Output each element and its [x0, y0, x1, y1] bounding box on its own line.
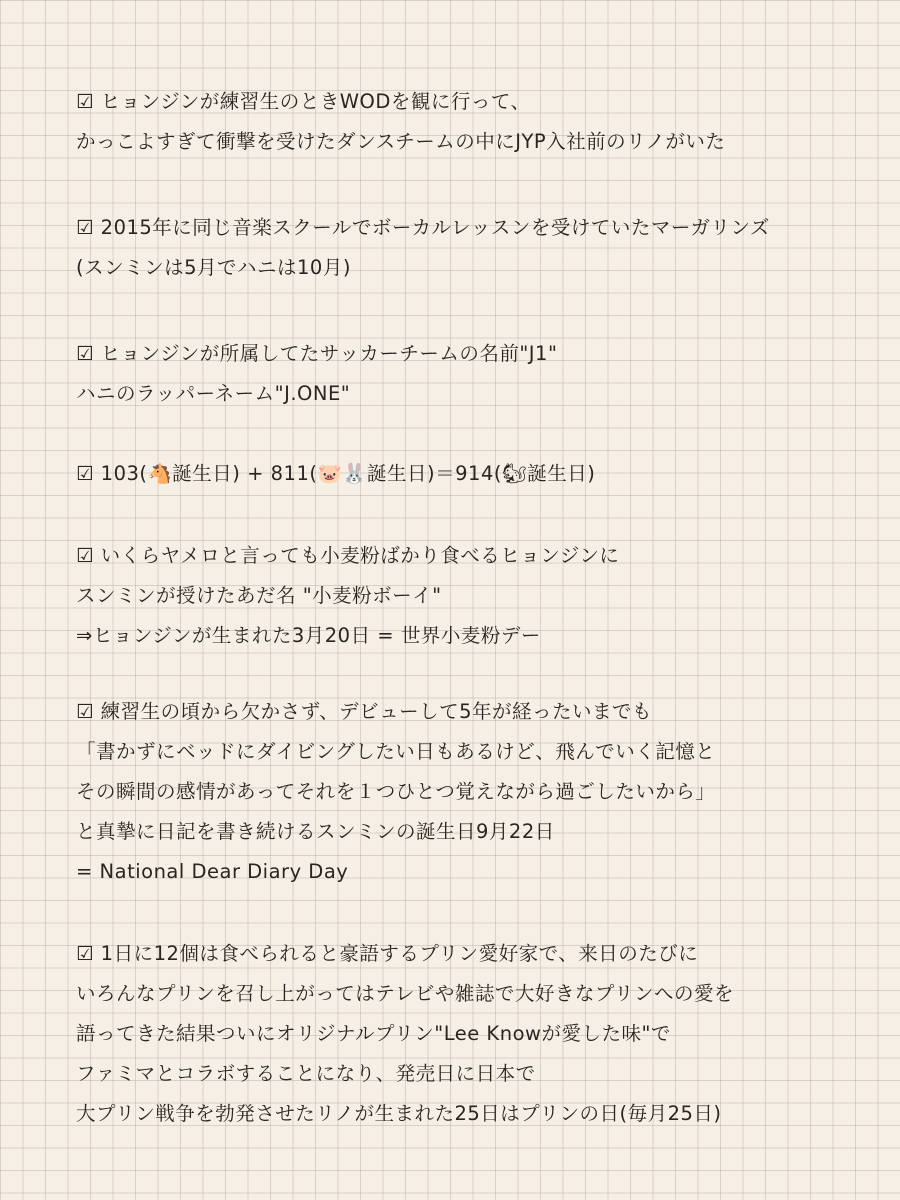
entry-line: ⇒ヒョンジンが生まれた3月20日 = 世界小麦粉デー [76, 624, 541, 647]
entry-line: 「書かずにベッドにダイビングしたい日もあるけど、飛んでいく記憶と [76, 740, 716, 763]
entry-line: その瞬間の感情があってそれを１つひとつ覚えながら過ごしたいから」 [76, 780, 716, 803]
entry-line: ☑ ヒョンジンが所属してたサッカーチームの名前"J1" [76, 342, 558, 365]
entry-line: 語ってきた結果ついにオリジナルプリン"Lee Knowが愛した味"で [76, 1022, 671, 1045]
entry-line: = National Dear Diary Day [76, 860, 349, 883]
entry-line: ☑ 2015年に同じ音楽スクールでボーカルレッスンを受けていたマーガリンズ [76, 216, 770, 239]
entry-line: スンミンが授けたあだ名 "小麦粉ボーイ" [76, 584, 442, 607]
entry-line: かっこよすぎて衝撃を受けたダンスチームの中にJYP入社前のリノがいた [76, 130, 726, 153]
entry-line: ハニのラッパーネーム"J.ONE" [76, 382, 351, 405]
entry-line: (スンミンは5月でハニは10月) [76, 256, 351, 279]
entry-line: 大プリン戦争を勃発させたリノが生まれた25日はプリンの日(毎月25日) [76, 1102, 722, 1125]
fact-entry-flour-boy [76, 536, 876, 656]
entry-line: いろんなプリンを召し上がってはテレビや雑誌で大好きなプリンへの愛を [76, 982, 735, 1005]
entry-line: と真摯に日記を書き続けるスンミンの誕生日9月22日 [76, 820, 555, 843]
entry-line: ファミマとコラボすることになり、発売日に日本で [76, 1062, 536, 1085]
fact-entry-pudding-day [76, 934, 876, 1134]
fact-entry-wod [76, 82, 876, 162]
fact-entry-j1 [76, 334, 876, 414]
entry-line: ☑ ヒョンジンが練習生のときWODを観に行って、 [76, 90, 531, 113]
fact-entry-birthday-sum [76, 454, 876, 494]
entry-line: ☑ 103(🐴誕生日) + 811(🐷🐰誕生日)＝914(🐿誕生日) [76, 462, 596, 485]
note-content [76, 82, 876, 1134]
entry-line: ☑ 1日に12個は食べられると豪語するプリン愛好家で、来日のたびに [76, 942, 699, 965]
entry-line: ☑ いくらヤメロと言っても小麦粉ばかり食べるヒョンジンに [76, 544, 620, 567]
fact-entry-diary-day [76, 692, 876, 892]
entry-line: ☑ 練習生の頃から欠かさず、デビューして5年が経ったいまでも [76, 700, 653, 723]
fact-entry-vocal-school [76, 208, 876, 288]
